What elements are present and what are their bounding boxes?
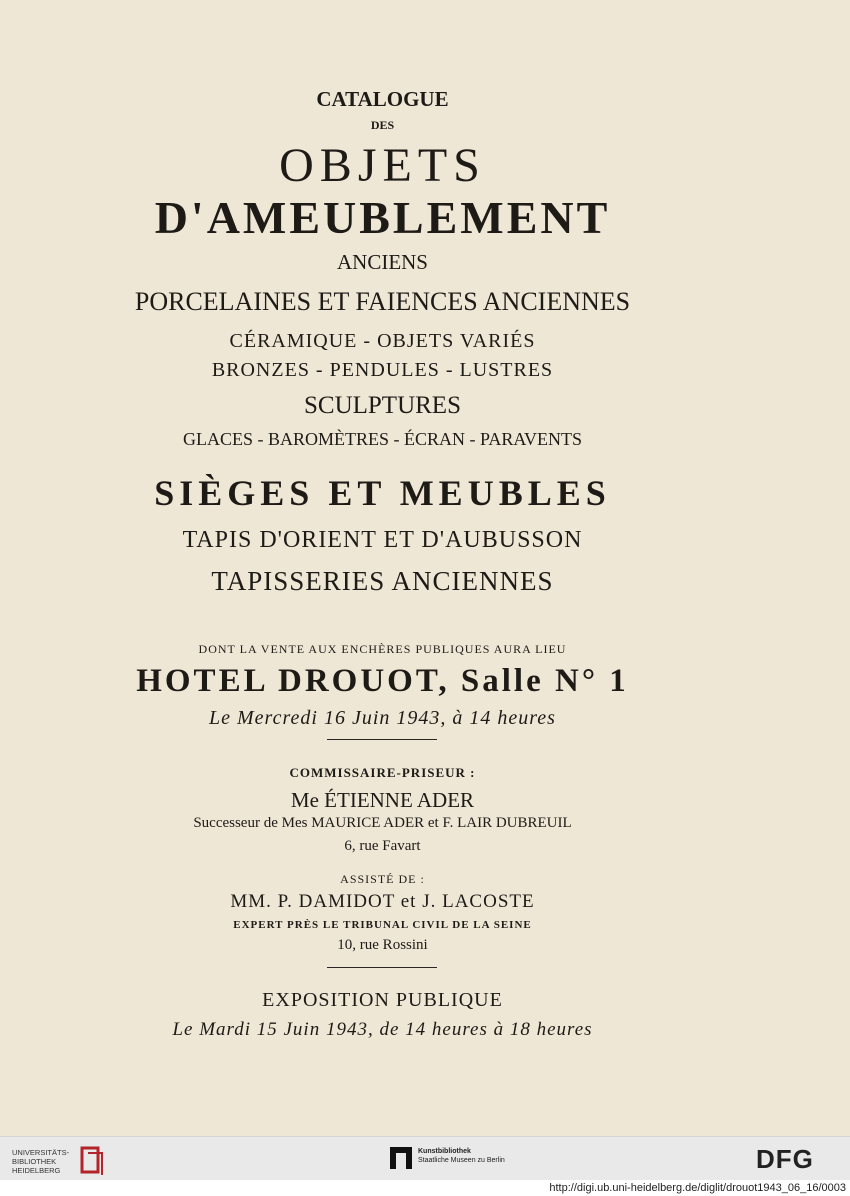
assistants-address: 10, rue Rossini: [337, 937, 428, 953]
sale-venue: HOTEL DROUOT, Salle N° 1: [136, 663, 629, 699]
subtitle-tapisseries: TAPISSERIES ANCIENNES: [211, 566, 554, 596]
subtitle-sculptures: SCULPTURES: [304, 392, 461, 419]
title-ameublement: D'AMEUBLEMENT: [154, 192, 611, 243]
title-sieges: SIÈGES ET MEUBLES: [154, 473, 611, 513]
exposition-label: EXPOSITION PUBLIQUE: [262, 989, 503, 1011]
page-url[interactable]: http://digi.ub.uni-heidelberg.de/diglit/drouot1943_06_16/0003: [0, 1180, 850, 1196]
title-objets: OBJETS: [279, 139, 486, 192]
catalogue-heading: CATALOGUE: [316, 87, 449, 111]
sale-date: Le Mercredi 16 Juin 1943, à 14 heures: [209, 707, 556, 729]
dfg-logo: DFG: [756, 1144, 814, 1174]
commissaire-successor: Successeur de Mes MAURICE ADER et F. LAIR DUBREUIL: [193, 815, 572, 831]
subtitle-glaces: GLACES - BAROMÈTRES - ÉCRAN - PARAVENTS: [182, 429, 583, 449]
subtitle-ceramique: CÉRAMIQUE - OBJETS VARIÉS: [229, 330, 536, 352]
subtitle-porcelaines: PORCELAINES ET FAIENCES ANCIENNES: [134, 287, 631, 316]
subtitle-anciens: ANCIENS: [336, 250, 428, 274]
sale-intro: DONT LA VENTE AUX ENCHÈRES PUBLIQUES AURA LIEU: [198, 642, 567, 656]
digitization-footer: [0, 1136, 850, 1181]
assistants-names: MM. P. DAMIDOT et J. LACOSTE: [230, 891, 535, 912]
subtitle-tapis: TAPIS D'ORIENT ET D'AUBUSSON: [182, 527, 583, 553]
catalogue-des: DES: [370, 118, 395, 132]
assistants-title: EXPERT PRÈS LE TRIBUNAL CIVIL DE LA SEINE: [233, 919, 532, 931]
kunstbibliothek-logo-icon: [390, 1147, 412, 1169]
divider-rule: [327, 739, 437, 740]
university-library-logo: UNIVERSITÄTS- BIBLIOTHEK HEIDELBERG: [12, 1148, 70, 1175]
exposition-date: Le Mardi 15 Juin 1943, de 14 heures à 18 heures: [172, 1019, 593, 1040]
kunstbibliothek-label: Kunstbibliothek Staatliche Museen zu Berlin: [418, 1148, 505, 1164]
divider-rule-2: [327, 967, 437, 968]
commissaire-name: Me ÉTIENNE ADER: [290, 788, 475, 812]
commissaire-label: COMMISSAIRE-PRISEUR :: [289, 765, 476, 780]
assistants-label: ASSISTÉ DE :: [340, 872, 425, 886]
university-seal-icon: [78, 1145, 104, 1175]
subtitle-bronzes: BRONZES - PENDULES - LUSTRES: [211, 359, 554, 381]
commissaire-address: 6, rue Favart: [344, 838, 421, 854]
